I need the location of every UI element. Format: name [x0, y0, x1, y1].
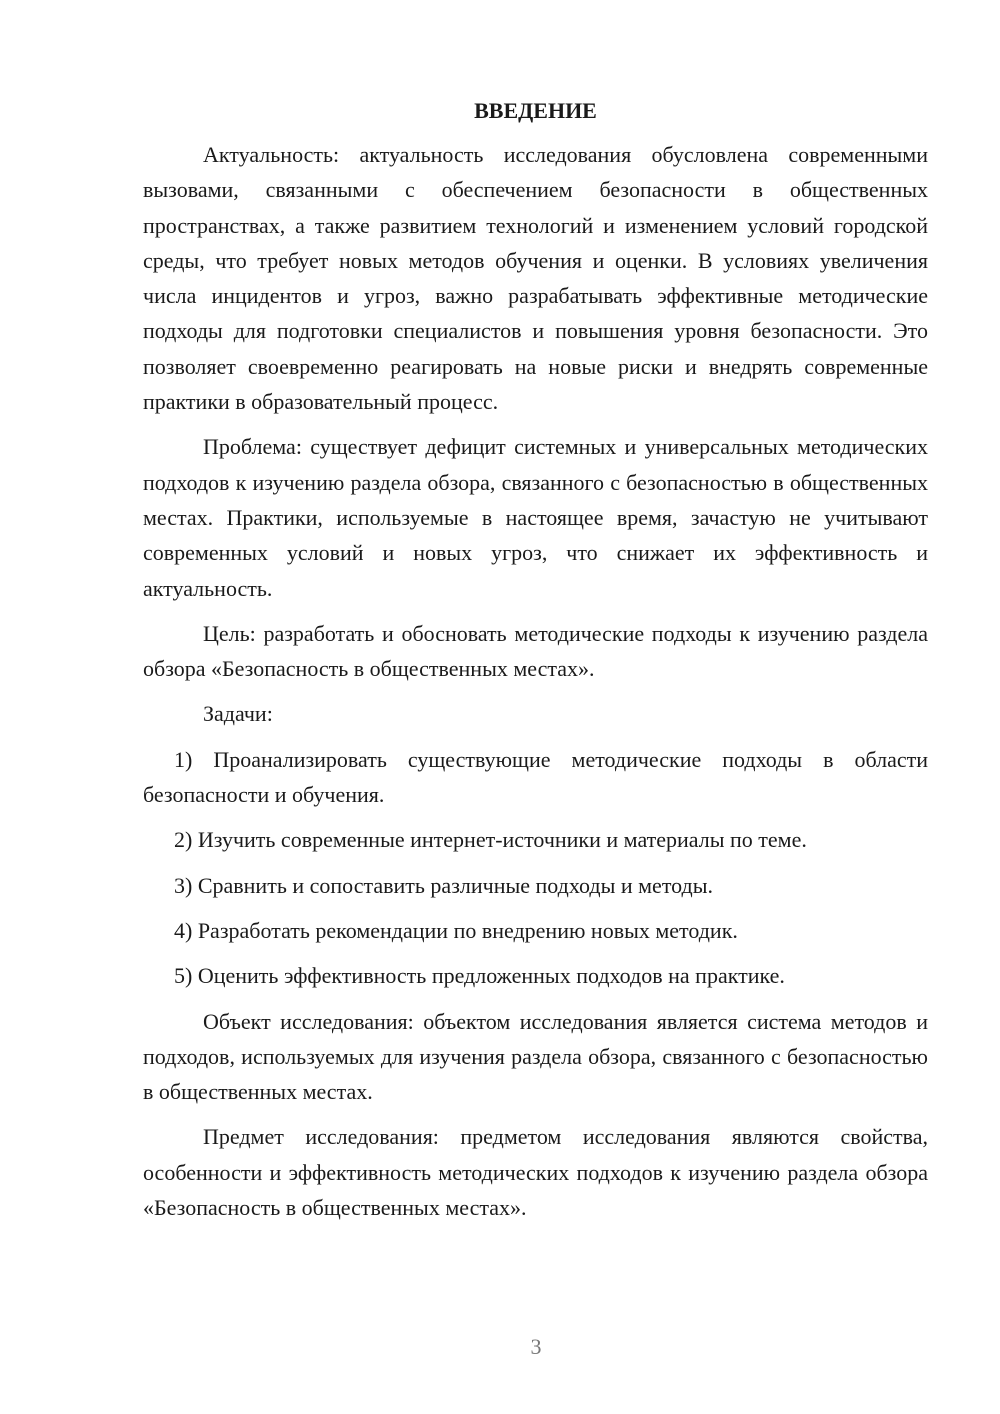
tasks-list	[143, 742, 928, 994]
task-item: 3) Сравнить и сопоставить различные подходы и методы.	[174, 872, 713, 898]
section-title: ВВЕДЕНИЕ	[474, 98, 597, 123]
task-item: 1) Проанализировать существующие методические подходы в области безопасности и обучения.	[143, 746, 928, 808]
task-item: 4) Разработать рекомендации по внедрению новых методик.	[174, 917, 738, 943]
object-paragraph: Объект исследования: объектом исследования является система методов и подходов, используемых для изучения раздела обзора, связанного с безопасностью в общественных местах.	[143, 1008, 928, 1105]
tasks-heading: Задачи:	[203, 701, 273, 727]
page-number: 3	[530, 1334, 542, 1359]
task-item: 5) Оценить эффективность предложенных подходов на практике.	[174, 963, 785, 989]
subject-paragraph: Предмет исследования: предметом исследования являются свойства, особенности и эффективность методических подходов к изучению раздела обзора «Безопасность в общественных местах».	[143, 1124, 928, 1221]
task-item: 2) Изучить современные интернет-источники и материалы по теме.	[174, 827, 807, 853]
goal-paragraph: Цель: разработать и обосновать методические подходы к изучению раздела обзора «Безопасность в общественных местах».	[143, 620, 928, 682]
problem-paragraph: Проблема: существует дефицит системных и универсальных методических подходов к изучению раздела обзора, связанного с безопасностью в общественных местах. Практики, используемые в настоящее время, зачастую не учитывают современных условий и новых угроз, что снижает их эффективность и актуальность.	[143, 434, 928, 601]
document-page	[143, 96, 928, 1235]
relevance-paragraph: Актуальность: актуальность исследования обусловлена современными вызовами, связанными с обеспечением безопасности в общественных пространствах, а также развитием технологий и изменением условий городской среды, что требует новых методов обучения и оценки. В условиях увеличения числа инцидентов и угроз, важно разрабатывать эффективные методические подходы для подготовки специалистов и повышения уровня безопасности. Это позволяет своевременно реагировать на новые риски и внедрять современные практики в образовательный процесс.	[143, 142, 928, 415]
